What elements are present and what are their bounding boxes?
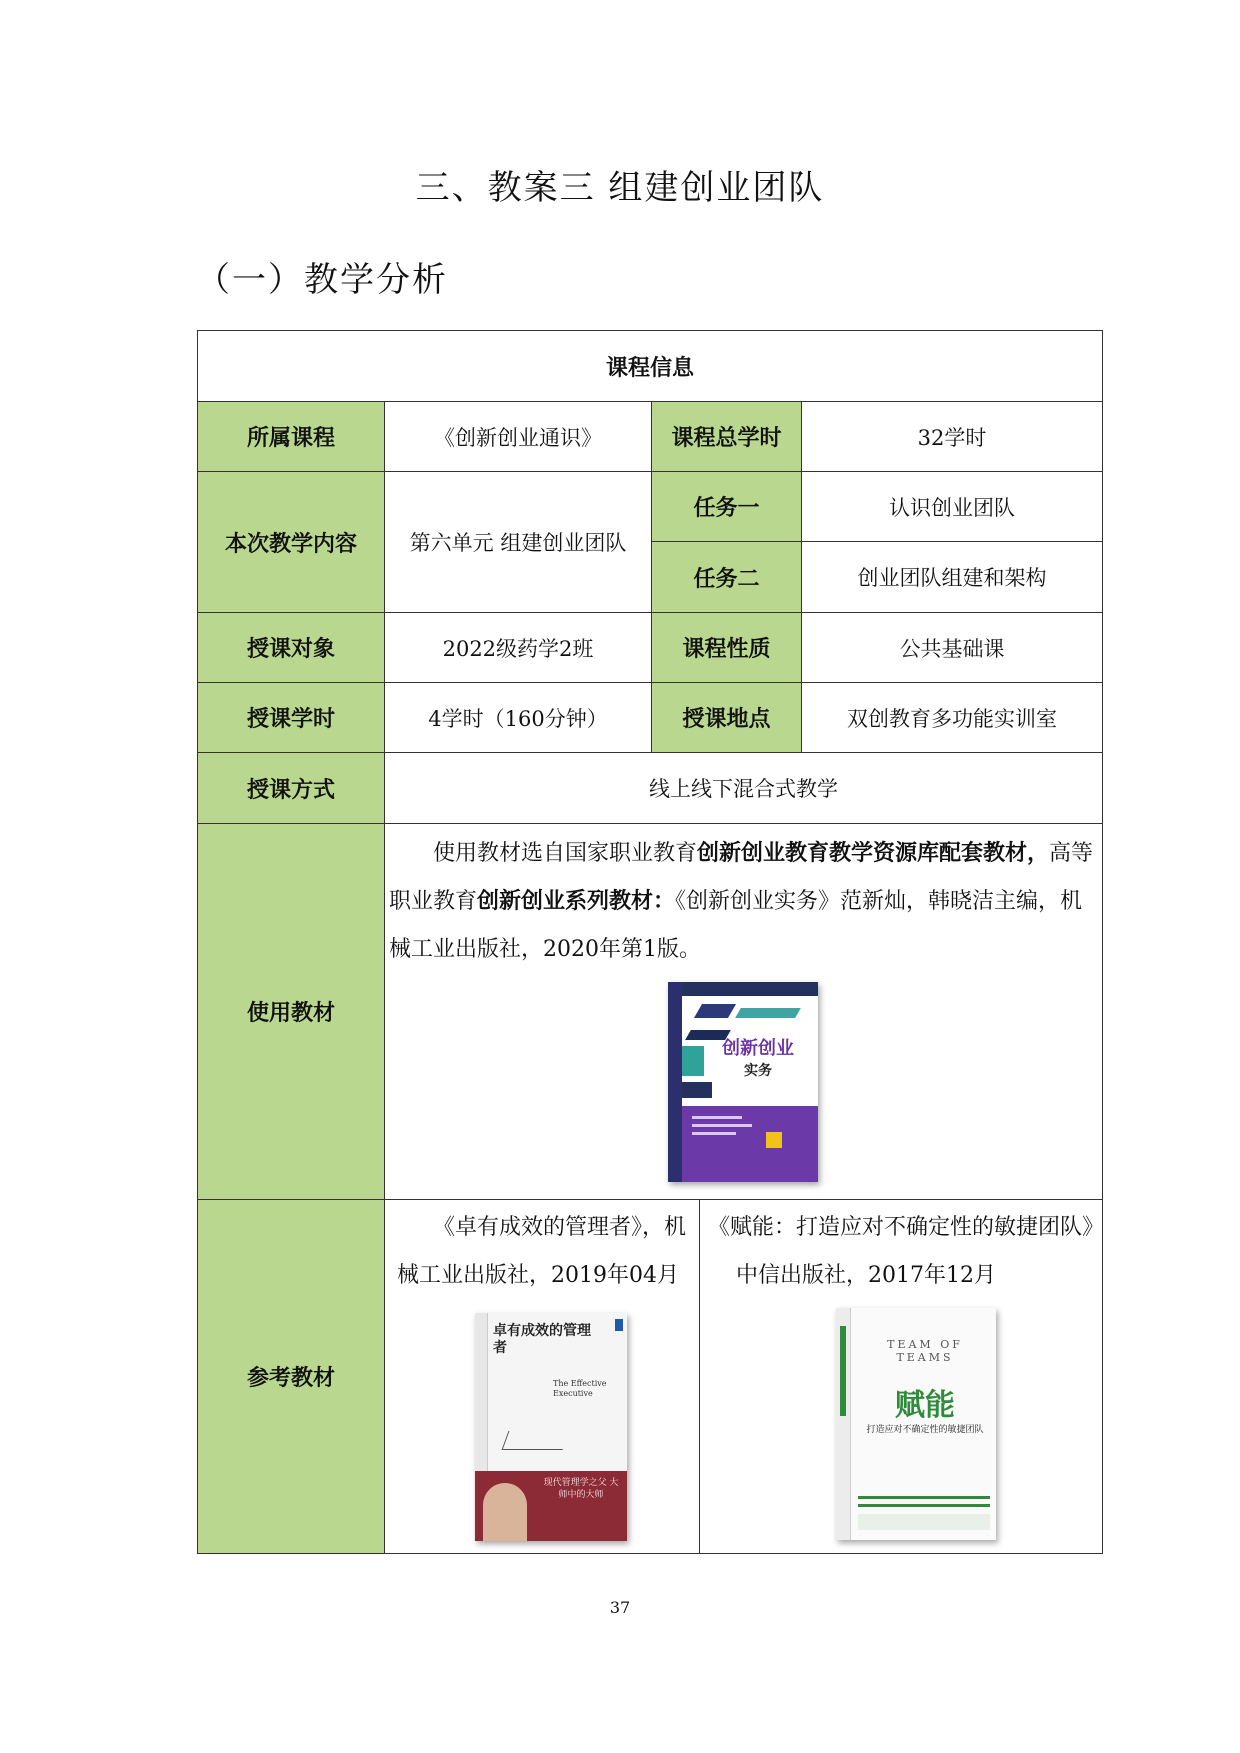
content-label: 本次教学内容 xyxy=(197,471,385,613)
time-label: 授课学时 xyxy=(197,682,385,753)
course-label: 所属课程 xyxy=(197,401,385,472)
section-heading: （一）教学分析 xyxy=(196,260,448,300)
reference-1-cover-image xyxy=(475,1313,627,1541)
audience-label: 授课对象 xyxy=(197,612,385,683)
reference-2-cover-sub: 打造应对不确定性的敏捷团队 xyxy=(866,1425,984,1435)
nature-label: 课程性质 xyxy=(651,612,802,683)
nature-value: 公共基础课 xyxy=(801,612,1103,683)
textbook-cover-subtitle: 实务 xyxy=(744,1063,772,1079)
time-value: 4学时（160分钟） xyxy=(384,682,652,753)
reference-1-cell xyxy=(384,1199,700,1554)
page-title: 三、教案三 组建创业团队 xyxy=(415,168,825,208)
textbook-description xyxy=(389,830,1097,974)
place-label: 授课地点 xyxy=(651,682,802,753)
reference-2-line1: 《赋能：打造应对不确定性的敏捷团队》 xyxy=(708,1215,1105,1240)
textbook-cover-image xyxy=(668,982,818,1182)
reference-1-text: 《卓有成效的管理者》，机械工业出版社，2019年04月 xyxy=(397,1215,687,1288)
place-value: 双创教育多功能实训室 xyxy=(801,682,1103,753)
textbook-cover-title: 创新创业 xyxy=(722,1038,794,1059)
task2-label: 任务二 xyxy=(651,541,802,613)
task2-value: 创业团队组建和架构 xyxy=(801,541,1103,613)
method-label: 授课方式 xyxy=(197,752,385,824)
content-value: 第六单元 组建创业团队 xyxy=(384,471,652,613)
method-value: 线上线下混合式教学 xyxy=(384,752,1103,824)
hours-label: 课程总学时 xyxy=(651,401,802,472)
task1-value: 认识创业团队 xyxy=(801,471,1103,542)
audience-value: 2022级药学2班 xyxy=(384,612,652,683)
textbook-text-2: 高等职业教育 xyxy=(389,841,1094,914)
reference-1-cover-title: 卓有成效的管理者 xyxy=(493,1323,591,1356)
reference-2-line2: 中信出版社，2017年12月 xyxy=(736,1263,996,1288)
textbook-text-3: 《创新创业实务》范新灿，韩晓洁主编，机械工业出版社，2020年第1版。 xyxy=(389,889,1083,962)
reference-2-cover-image xyxy=(836,1308,996,1540)
reference-label: 参考教材 xyxy=(197,1199,385,1554)
reference-2-cover-top: TEAM OF TEAMS xyxy=(887,1338,963,1364)
textbook-bold-2: 创新创业系列教材： xyxy=(477,889,676,914)
page-number: 37 xyxy=(609,1598,631,1617)
textbook-label: 使用教材 xyxy=(197,823,385,1200)
textbook-text-1: 使用教材选自国家职业教育 xyxy=(433,841,698,866)
reference-1-cover-en: The Effective Executive xyxy=(553,1379,607,1398)
table-header: 课程信息 xyxy=(197,330,1103,402)
course-value: 《创新创业通识》 xyxy=(384,401,652,472)
reference-2-cell xyxy=(699,1199,1103,1554)
textbook-bold-1: 创新创业教育教学资源库配套教材， xyxy=(697,841,1050,866)
hours-value: 32学时 xyxy=(801,401,1103,472)
reference-2-cover-title: 赋能 xyxy=(895,1388,955,1423)
task1-label: 任务一 xyxy=(651,471,802,542)
textbook-cell xyxy=(384,823,1103,1200)
reference-1-cover-band: 现代管理学之父 大师中的大师 xyxy=(543,1478,619,1500)
